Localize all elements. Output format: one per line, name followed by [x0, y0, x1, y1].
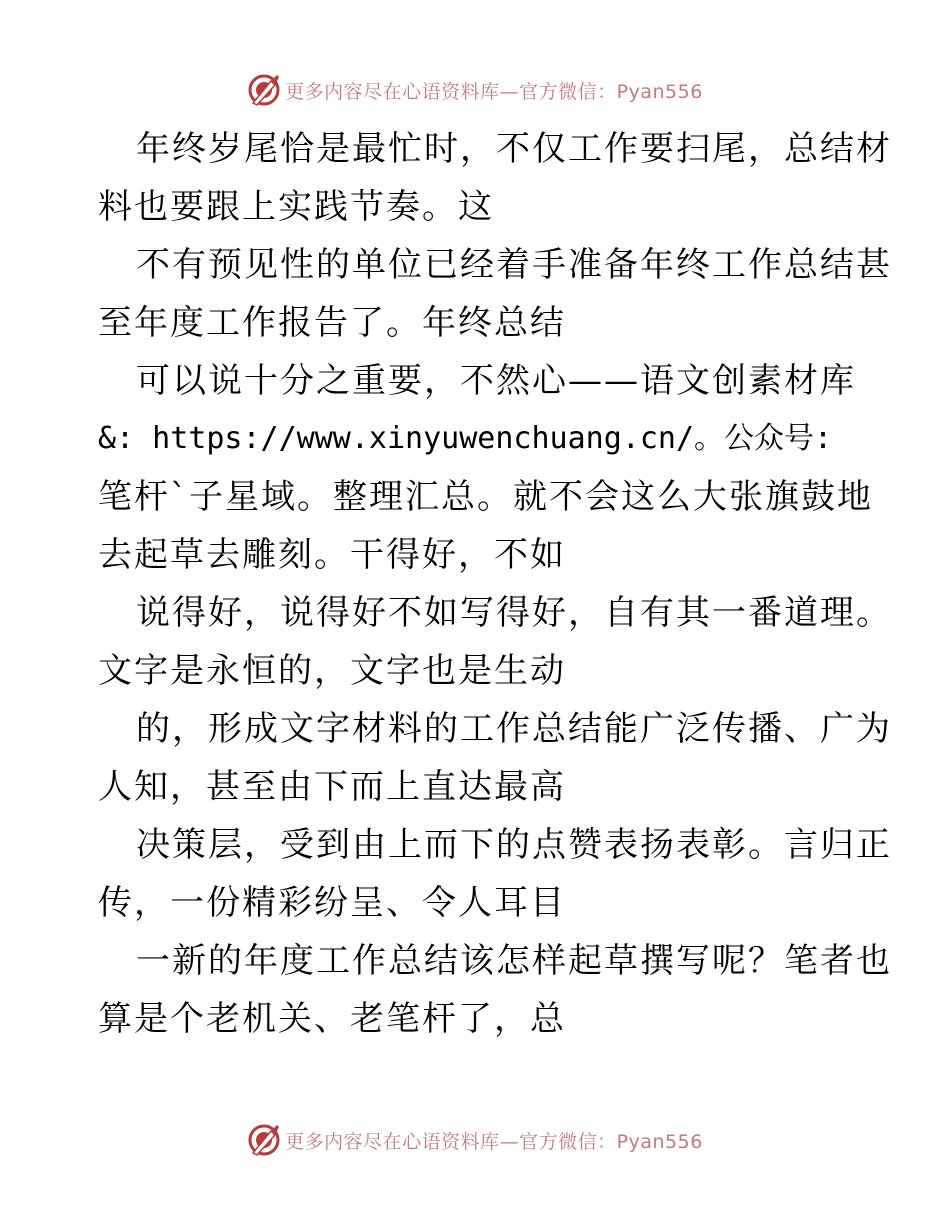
text-line: 年终岁尾恰是最忙时，不仅工作要扫尾，总结材 — [136, 129, 892, 169]
text-line: 决策层，受到由上而下的点赞表扬表彰。言归正 — [136, 825, 892, 865]
text-line: 说得好，说得好不如写得好，自有其一番道理。 — [136, 593, 892, 633]
text-line: 文字是永恒的，文字也是生动 — [98, 651, 566, 691]
header-brand-text: 更多内容尽在心语资料库—官方微信：Pyan556 — [285, 80, 703, 103]
text-line: 可以说十分之重要，不然心——语文创素材库 — [136, 361, 856, 401]
text-line: 的，形成文字材料的工作总结能广泛传播、广为 — [136, 709, 892, 749]
paragraph-6 — [98, 816, 892, 932]
brand-logo-icon — [247, 1123, 281, 1157]
brand-logo-icon — [247, 73, 281, 107]
text-line: 一新的年度工作总结该怎样起草撰写呢？笔者也 — [136, 941, 892, 981]
paragraph-4 — [98, 584, 892, 700]
document-body — [98, 120, 892, 1048]
text-line: 去起草去雕刻。干得好，不如 — [98, 535, 566, 575]
page-footer — [0, 1120, 950, 1160]
footer-brand-text: 更多内容尽在心语资料库—官方微信：Pyan556 — [285, 1130, 703, 1153]
text-line: 传，一份精彩纷呈、令人耳目 — [98, 883, 566, 923]
text-line: 人知，甚至由下而上直达最高 — [98, 767, 566, 807]
paragraph-1 — [98, 120, 892, 236]
paragraph-2 — [98, 236, 892, 352]
page-header — [0, 70, 950, 110]
text-line: 笔杆ˋ子星域。整理汇总。就不会这么大张旗鼓地 — [98, 477, 873, 517]
text-line: 不有预见性的单位已经着手准备年终工作总结甚 — [136, 245, 892, 285]
paragraph-7 — [98, 932, 892, 1048]
text-line: 至年度工作报告了。年终总结 — [98, 303, 566, 343]
text-line: 算是个老机关、老笔杆了，总 — [98, 999, 566, 1039]
url-line: &: https://www.xinyuwenchuang.cn/。公众号: — [98, 421, 833, 456]
footer-wechat-id: Pyan556 — [616, 1130, 703, 1153]
paragraph-5 — [98, 700, 892, 816]
text-line: 料也要跟上实践节奏。这 — [98, 187, 494, 227]
paragraph-3 — [98, 352, 873, 584]
header-wechat-id: Pyan556 — [616, 80, 703, 103]
